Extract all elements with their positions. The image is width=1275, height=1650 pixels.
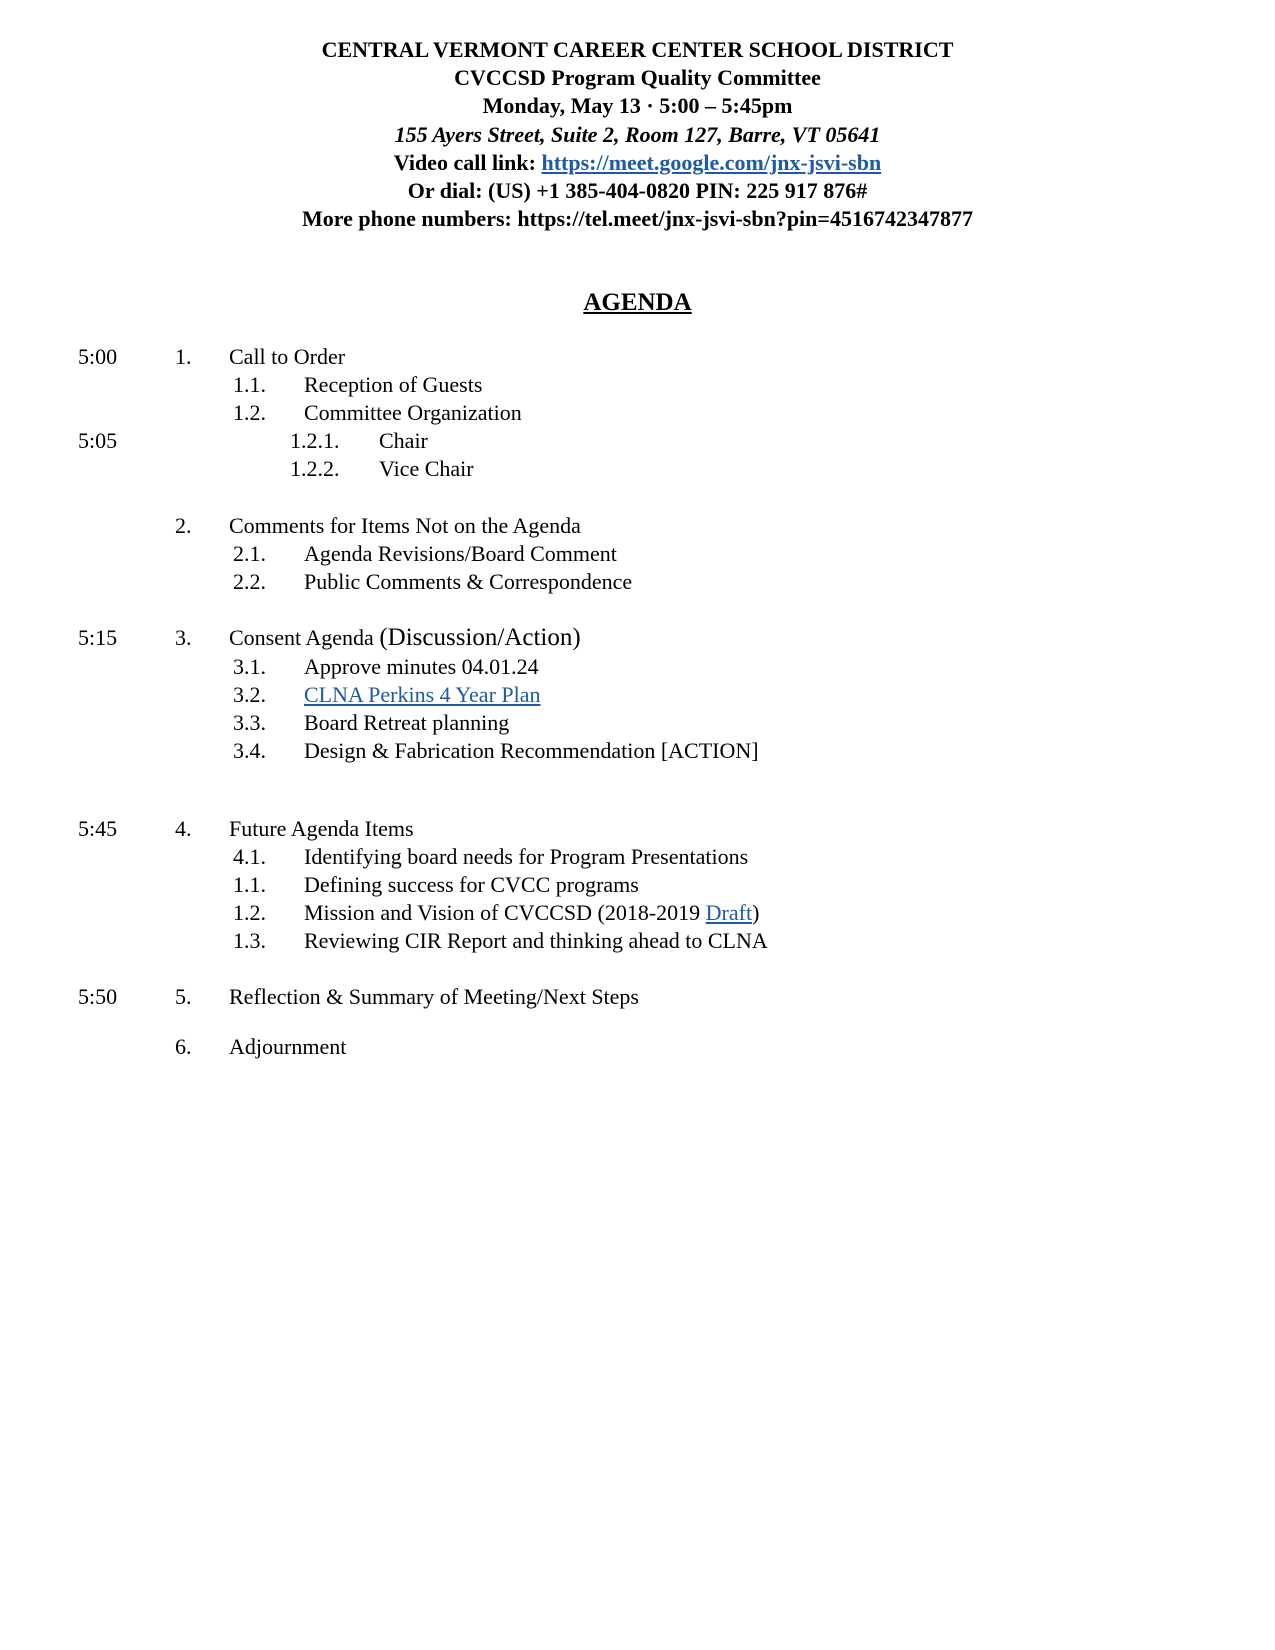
- item-text: Call to Order: [229, 344, 346, 369]
- item-number: 1.2.2.: [290, 456, 340, 481]
- item-text: [229, 624, 581, 652]
- item-number: 4.1.: [233, 844, 266, 869]
- item-number: 6.: [175, 1034, 192, 1059]
- district-name: CENTRAL VERMONT CAREER CENTER SCHOOL DISTRICT: [321, 37, 954, 62]
- item-number: 1.1.: [233, 372, 266, 397]
- item-text: Identifying board needs for Program Presentations: [304, 844, 749, 869]
- item-time: 5:15: [78, 625, 118, 650]
- clna-perkins-plan-link[interactable]: CLNA Perkins 4 Year Plan: [304, 682, 541, 707]
- item-text: Vice Chair: [379, 456, 474, 481]
- item-text: Reception of Guests: [304, 372, 483, 397]
- video-call-label: Video call link:: [393, 149, 542, 175]
- item-text: Public Comments & Correspondence: [304, 569, 633, 594]
- document-header: [0, 36, 1275, 233]
- item-text: [304, 899, 759, 927]
- item-text: Committee Organization: [304, 400, 522, 425]
- item-number: 3.4.: [233, 738, 266, 763]
- item-number: 5.: [175, 984, 192, 1009]
- item-number: 1.2.: [233, 900, 266, 925]
- item-text-note: (Discussion/Action): [379, 624, 581, 651]
- draft-link[interactable]: Draft: [705, 900, 753, 925]
- agenda-title: AGENDA: [583, 289, 692, 316]
- item-text: Adjournment: [229, 1034, 347, 1059]
- item-number: 1.1.: [233, 872, 266, 897]
- item-number: 1.2.1.: [290, 428, 340, 453]
- item-text-close: ): [752, 900, 760, 925]
- item-text: Reflection & Summary of Meeting/Next Steps: [229, 984, 639, 1009]
- video-call-line: [0, 149, 1275, 177]
- meeting-datetime: Monday, May 13 · 5:00 – 5:45pm: [482, 93, 793, 119]
- item-number: 2.1.: [233, 541, 266, 566]
- meeting-address: 155 Ayers Street, Suite 2, Room 127, Barre, VT 05641: [394, 121, 881, 147]
- committee-name: CVCCSD Program Quality Committee: [454, 65, 821, 91]
- item-text: Agenda Revisions/Board Comment: [304, 541, 617, 566]
- item-number: 1.3.: [233, 928, 266, 953]
- item-time: 5:05: [78, 428, 118, 453]
- item-text: Chair: [379, 428, 428, 453]
- video-call-link[interactable]: https://meet.google.com/jnx-jsvi-sbn: [541, 149, 882, 175]
- item-number: 3.3.: [233, 710, 266, 735]
- item-text: Board Retreat planning: [304, 710, 510, 735]
- item-text: Design & Fabrication Recommendation [ACTION]: [304, 738, 759, 763]
- item-time: 5:00: [78, 344, 118, 369]
- item-text-main: Consent Agenda: [229, 625, 380, 650]
- item-number: 1.: [175, 344, 192, 369]
- item-number: 2.2.: [233, 569, 266, 594]
- item-number: 2.: [175, 513, 192, 538]
- item-text: Comments for Items Not on the Agenda: [229, 513, 581, 538]
- item-text: Approve minutes 04.01.24: [304, 654, 539, 679]
- item-text: Defining success for CVCC programs: [304, 872, 639, 897]
- item-text-main: Mission and Vision of CVCCSD (2018-2019: [304, 900, 706, 925]
- item-time: 5:45: [78, 816, 118, 841]
- item-text: Future Agenda Items: [229, 816, 414, 841]
- item-number: 3.1.: [233, 654, 266, 679]
- item-number: 3.: [175, 625, 192, 650]
- item-number: 1.2.: [233, 400, 266, 425]
- dial-in-info: Or dial: (US) +1 385-404-0820 PIN: 225 917 876#: [407, 178, 868, 204]
- item-number: 4.: [175, 816, 192, 841]
- item-number: 3.2.: [233, 682, 266, 707]
- item-text: Reviewing CIR Report and thinking ahead to CLNA: [304, 928, 768, 953]
- more-phone-numbers: More phone numbers: https://tel.meet/jnx-jsvi-sbn?pin=4516742347877: [302, 206, 973, 232]
- item-time: 5:50: [78, 984, 118, 1009]
